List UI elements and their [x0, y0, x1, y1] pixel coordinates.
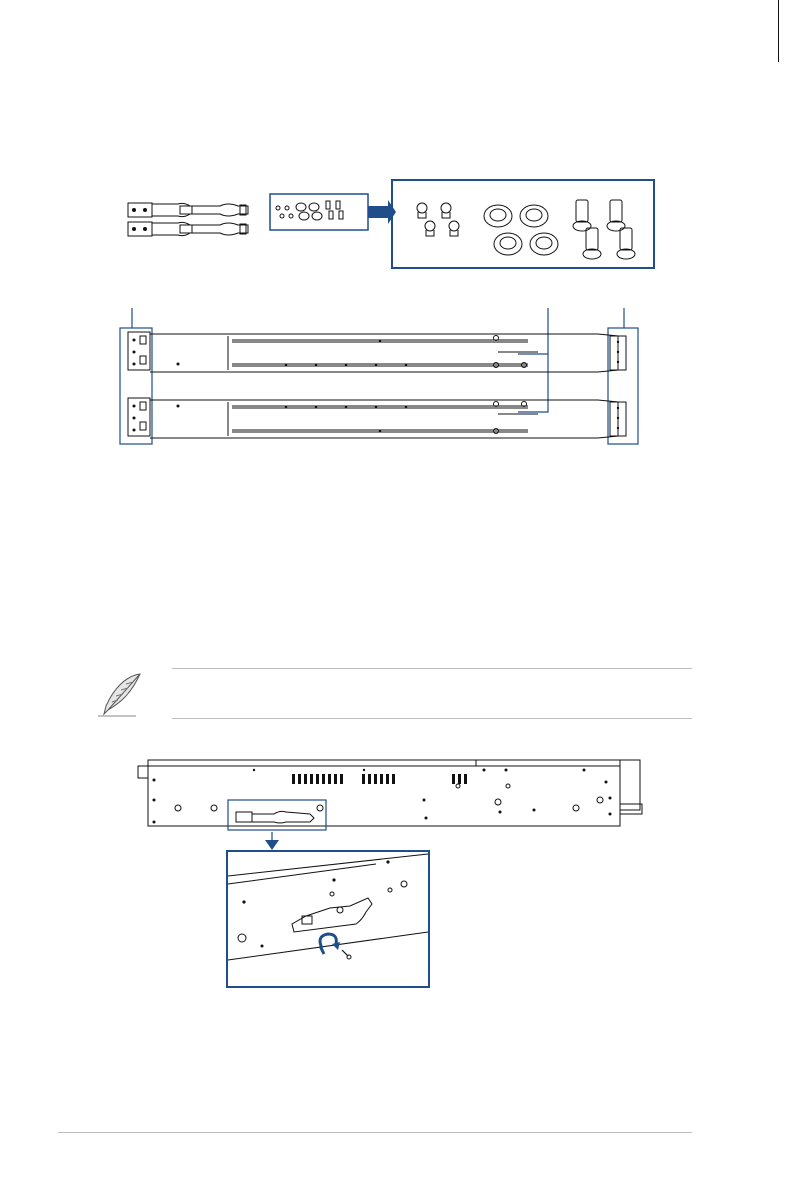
- note-rule-bottom: [172, 718, 692, 719]
- rail-kit-illustration: [120, 176, 660, 272]
- page-edge-rule: [778, 0, 779, 62]
- note-text: [172, 676, 692, 712]
- small-parts-box: [270, 194, 368, 230]
- note-rule-top: [172, 668, 692, 669]
- handle-bracket-top: [128, 203, 248, 217]
- feather-pen-icon: [96, 670, 146, 720]
- handle-bracket-bottom: [128, 222, 248, 236]
- bracket-screw-detail: [226, 850, 430, 988]
- server-chassis-side-view: [134, 752, 654, 832]
- footer-rule: [58, 1132, 692, 1133]
- rail-pair-illustration: [118, 308, 642, 446]
- zoomed-parts-box: [392, 180, 654, 268]
- detail-pointer-arrow: [264, 832, 280, 852]
